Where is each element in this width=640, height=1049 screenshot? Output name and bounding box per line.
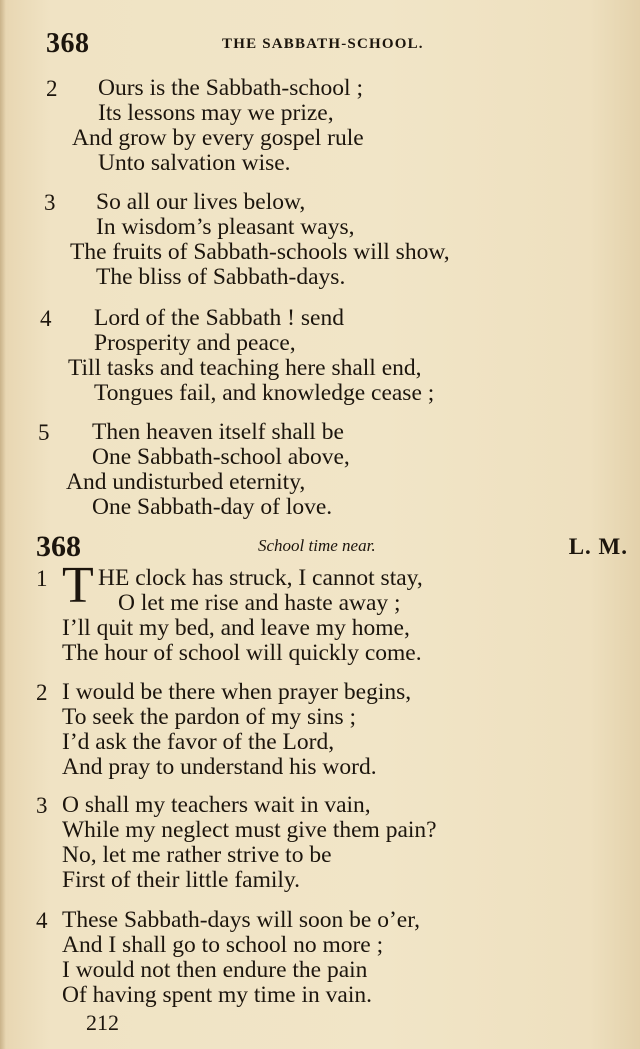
- verse-line: These Sabbath-days will soon be o’er,: [62, 907, 420, 933]
- verse-line: And undisturbed eternity,: [66, 469, 306, 495]
- verse-line: O shall my teachers wait in vain,: [62, 792, 371, 818]
- verse-line: Prosperity and peace,: [94, 330, 296, 356]
- verse-number: 1: [36, 566, 48, 591]
- verse-number: 3: [44, 190, 56, 215]
- verse-line: Unto salvation wise.: [98, 150, 291, 176]
- verse-number: 2: [46, 76, 58, 101]
- verse-number: 3: [36, 793, 48, 818]
- verse-line: And I shall go to school no more ;: [62, 932, 384, 958]
- verse-line: The fruits of Sabbath-schools will show,: [70, 239, 450, 265]
- verse-line: So all our lives below,: [96, 189, 306, 215]
- hymn-title: School time near.: [258, 536, 376, 555]
- verse-number: 4: [36, 908, 48, 933]
- verse-number: 2: [36, 680, 48, 705]
- verse-line: I would not then endure the pain: [62, 957, 368, 983]
- verse-number: 5: [38, 420, 50, 445]
- verse-number: 4: [40, 306, 52, 331]
- verse-line: Lord of the Sabbath ! send: [94, 305, 344, 331]
- verse-line: The bliss of Sabbath-days.: [96, 264, 346, 290]
- verse-line: One Sabbath-day of love.: [92, 494, 333, 520]
- page-header: [46, 28, 586, 62]
- drop-cap: T: [62, 557, 94, 614]
- hymn-meter: L. M.: [568, 534, 628, 559]
- verse-line: Ours is the Sabbath-school ;: [98, 75, 363, 101]
- verse-line: Its lessons may we prize,: [98, 100, 334, 126]
- verse-line: Then heaven itself shall be: [92, 419, 344, 445]
- verse-line: O let me rise and haste away ;: [118, 590, 401, 616]
- verse-line: One Sabbath-school above,: [92, 444, 350, 470]
- hymn-b-header: [36, 530, 628, 566]
- verse-line: And grow by every gospel rule: [72, 125, 364, 151]
- verse-line: Till tasks and teaching here shall end,: [68, 355, 422, 381]
- verse-line: I would be there when prayer begins,: [62, 679, 412, 705]
- verse-line: Tongues fail, and knowledge cease ;: [94, 380, 435, 406]
- verse-line: First of their little family.: [62, 867, 301, 893]
- verse-line: The hour of school will quickly come.: [62, 640, 422, 666]
- signature-number: 212: [86, 1010, 119, 1035]
- page-edge-shadow: [0, 0, 6, 1049]
- verse-line: In wisdom’s pleasant ways,: [96, 214, 355, 240]
- page-number: 368: [46, 28, 90, 59]
- verse-line: HE clock has struck, I cannot stay,: [98, 565, 423, 591]
- verse-line: No, let me rather strive to be: [62, 842, 332, 868]
- verse-line: And pray to understand his word.: [62, 754, 377, 780]
- running-head: THE SABBATH-SCHOOL.: [222, 36, 424, 52]
- verse-line: Of having spent my time in vain.: [62, 982, 373, 1008]
- verse-line: I’d ask the favor of the Lord,: [62, 729, 335, 755]
- hymn-number: 368: [36, 530, 81, 563]
- verse-line: To seek the pardon of my sins ;: [62, 704, 357, 730]
- verse-line: While my neglect must give them pain?: [62, 817, 437, 843]
- verse-line: I’ll quit my bed, and leave my home,: [62, 615, 410, 641]
